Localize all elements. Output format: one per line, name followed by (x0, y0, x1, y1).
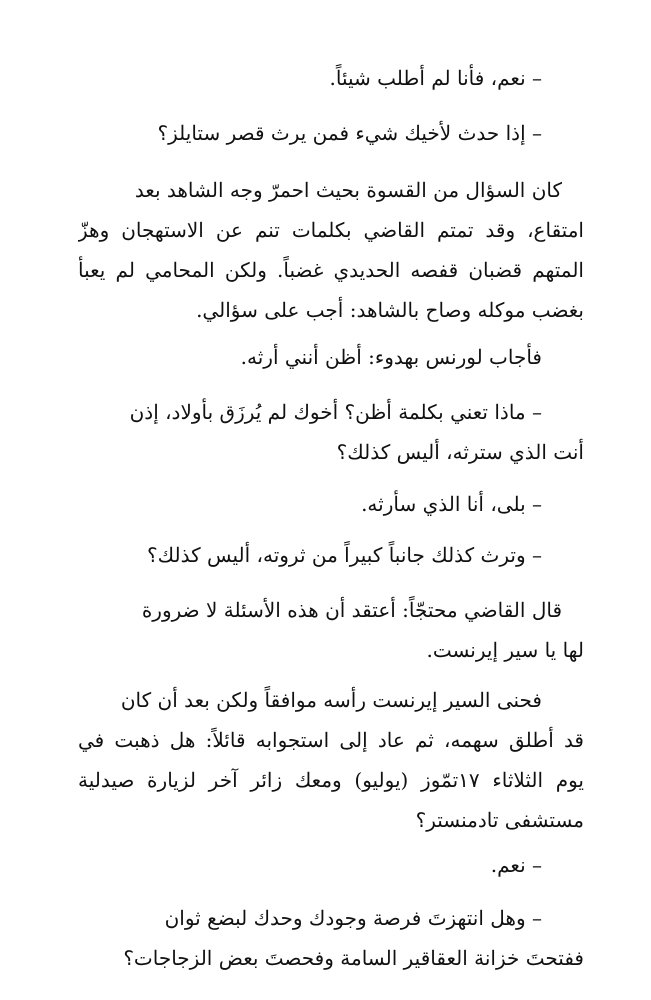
text-line: – وهل انتهزتَ فرصة وجودك وحدك لبضع ثوان (164, 906, 542, 930)
text-line: كان السؤال من القسوة بحيث احمرّ وجه الشاهد بعد (134, 178, 562, 202)
text-line: امتقاع، وقد تمتم القاضي بكلمات تنم عن الاستهجان وهزّ (78, 218, 584, 242)
paragraph (78, 845, 584, 885)
text-line: مستشفى تادمنستر؟ (415, 808, 584, 832)
text-line: قال القاضي محتجّاً: أعتقد أن هذه الأسئلة لا ضرورة (141, 598, 562, 622)
paragraph (78, 590, 584, 670)
paragraph (78, 898, 584, 978)
text-line: المتهم قضبان قفصه الحديدي غضباً. ولكن المحامي لم يعبأ (78, 258, 584, 282)
paragraph (78, 58, 584, 98)
text-line: – نعم. (490, 853, 542, 877)
paragraph (78, 392, 584, 472)
paragraph (78, 535, 584, 575)
text-line: – نعم، فأنا لم أطلب شيئاً. (329, 66, 542, 90)
text-line: – وترث كذلك جانباً كبيراً من ثروته، أليس كذلك؟ (147, 543, 542, 567)
text-line: يوم الثلاثاء ١٧تمّوز (يوليو) ومعك زائر آخر لزيارة صيدلية (78, 768, 584, 792)
text-line: لها يا سير إيرنست. (426, 638, 584, 662)
text-line: – إذا حدث لأخيك شيء فمن يرث قصر ستايلز؟ (157, 121, 542, 145)
text-line: ففتحتَ خزانة العقاقير السامة وفحصتَ بعض الزجاجات؟ (123, 946, 584, 970)
paragraph (78, 170, 584, 330)
text-line: فأجاب لورنس بهدوء: أظن أنني أرثه. (240, 345, 542, 369)
paragraph (78, 484, 584, 524)
paragraph (78, 337, 584, 377)
text-line: قد أطلق سهمه، ثم عاد إلى استجوابه قائلاً: هل ذهبت في (78, 728, 584, 752)
text-line: فحنى السير إيرنست رأسه موافقاً ولكن بعد أن كان (120, 688, 542, 712)
text-line: – بلى، أنا الذي سأرثه. (361, 492, 542, 516)
paragraph (78, 680, 584, 840)
text-line: بغضب موكله وصاح بالشاهد: أجب على سؤالي. (196, 298, 584, 322)
text-line: أنت الذي سترثه، أليس كذلك؟ (336, 440, 584, 464)
paragraph (78, 113, 584, 153)
text-line: – ماذا تعني بكلمة أظن؟ أخوك لم يُرزَق بأولاد، إذن (129, 400, 542, 424)
